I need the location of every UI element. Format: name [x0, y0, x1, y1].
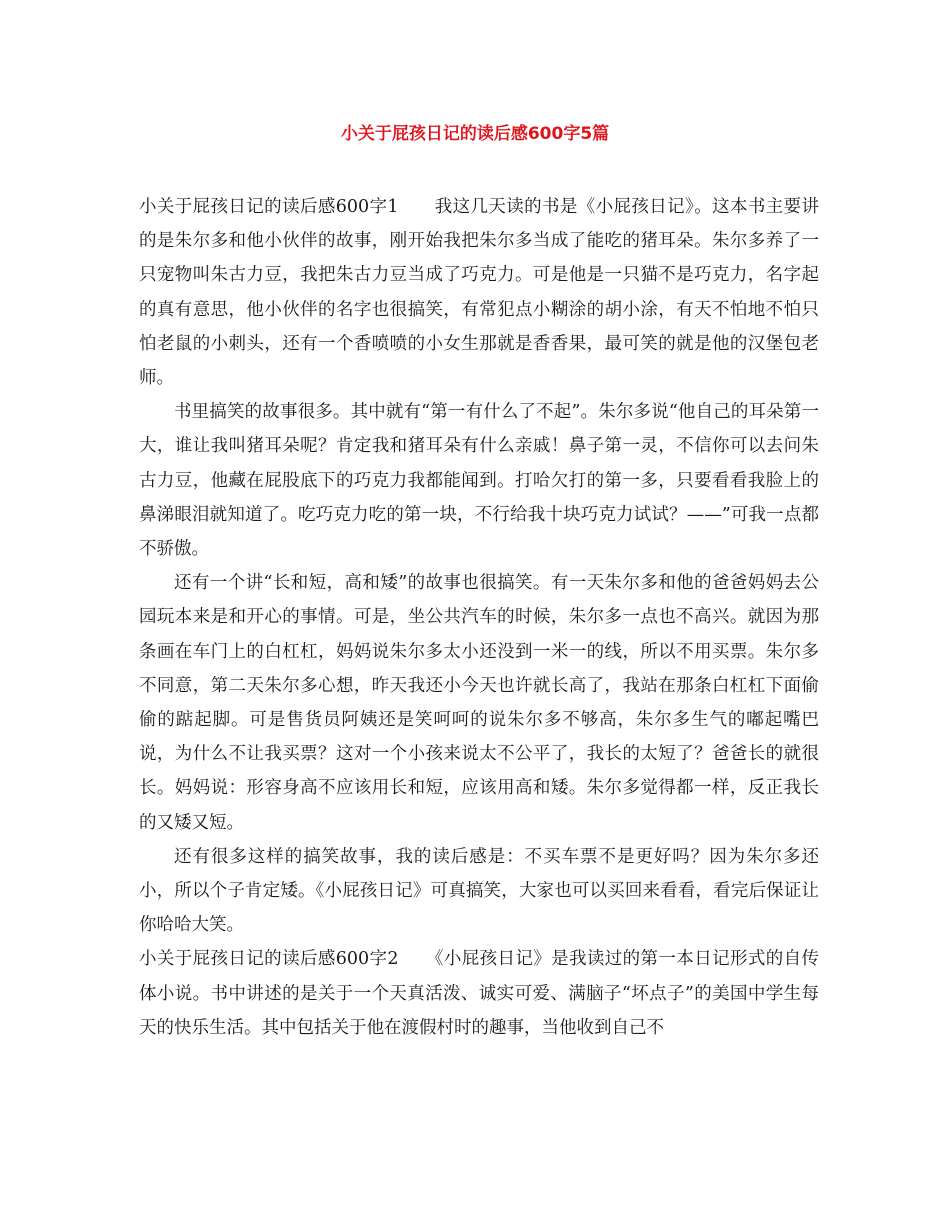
section-1-paragraph-4: 还有很多这样的搞笑故事，我的读后感是：不买车票不是更好吗？因为朱尔多还小，所以个子肯定矮。《小屁孩日记》可真搞笑，大家也可以买回来看看，看完后保证让你哈哈大笑。	[139, 846, 819, 936]
section-2-intro-text: 《小屁孩日记》是我读过的第一本日记形式的自传体小说。书中讲述的是关于一个天真活泼、诚实可爱、满脑子“坏点子”的美国中学生每天的快乐生活。其中包括关于他在渡假村时的趣事，当他收到自己不	[139, 949, 819, 1038]
section-1-paragraph-2: 书里搞笑的故事很多。其中就有“第一有什么了不起”。朱尔多说“他自己的耳朵第一大，谁让我叫猪耳朵呢？肯定我和猪耳朵有什么亲戚！鼻子第一灵，不信你可以去问朱古力豆，他藏在屁股底下的巧克力我都能闻到。打哈欠打的第一多，只要看看我脸上的鼻涕眼泪就知道了。吃巧克力吃的第一块，不行给我十块巧克力试试？——”可我一点都不骄傲。	[139, 402, 819, 560]
section-gap	[399, 949, 435, 969]
document-title: 小关于屁孩日记的读后感600字5篇	[340, 124, 610, 144]
section-2-first-paragraph	[139, 942, 819, 1045]
section-1-intro-text: 我这几天读的书是《小屁孩日记》。这本书主要讲的是朱尔多和他小伙伴的故事，刚开始我把朱尔多当成了能吃的猪耳朵。朱尔多养了一只宠物叫朱古力豆，我把朱古力豆当成了巧克力。可是他是一只猫不是巧克力，名字起的真有意思，他小伙伴的名字也很搞笑，有常犯点小糊涂的胡小涂，有天不怕地不怕只怕老鼠的小刺头，还有一个香喷喷的小女生那就是香香果，最可笑的就是他的汉堡包老师。	[139, 197, 819, 389]
document-body	[139, 190, 819, 1045]
section-1-heading: 小关于屁孩日记的读后感600字1	[139, 197, 399, 217]
section-1-first-paragraph	[139, 190, 819, 395]
section-2-heading: 小关于屁孩日记的读后感600字2	[139, 949, 399, 970]
section-gap	[399, 197, 435, 217]
section-1-paragraph-3: 还有一个讲“长和短，高和矮”的故事也很搞笑。有一天朱尔多和他的爸爸妈妈去公园玩本来是和开心的事情。可是，坐公共汽车的时候，朱尔多一点也不高兴。就因为那条画在车门上的白杠杠，妈妈说朱尔多太小还没到一米一的线，所以不用买票。朱尔多不同意，第二天朱尔多心想，昨天我还小今天也许就长高了，我站在那条白杠杠下面偷偷的踮起脚。可是售货员阿姨还是笑呵呵的说朱尔多不够高，朱尔多生气的嘟起嘴巴说，为什么不让我买票？这对一个小孩来说太不公平了，我长的太短了？爸爸长的就很长。妈妈说：形容身高不应该用长和短，应该用高和矮。朱尔多觉得都一样，反正我长的又矮又短。	[139, 573, 819, 833]
